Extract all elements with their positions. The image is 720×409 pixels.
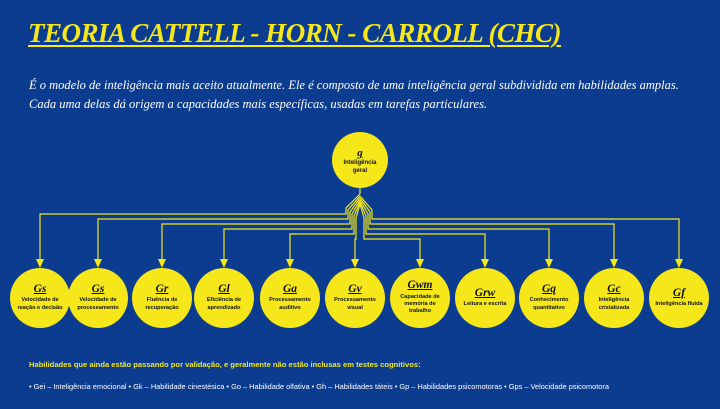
intro-paragraph: É o modelo de inteligência mais aceito atualmente. Ele é composto de uma inteligência geral subdividida em habilidades amplas. Cada uma delas dá origem a capacidades mais específicas, usadas em tarefas particulares. bbox=[29, 78, 679, 112]
node-ga-auditivo[interactable] bbox=[260, 268, 320, 328]
node-label: Inteligência fluida bbox=[655, 301, 703, 308]
node-gs-processamento[interactable] bbox=[68, 268, 128, 328]
node-letter: Gv bbox=[348, 282, 362, 295]
node-gs-reacao[interactable] bbox=[10, 268, 70, 328]
node-gv-visual[interactable] bbox=[325, 268, 385, 328]
node-letter: Gs bbox=[33, 282, 47, 295]
node-letter: Gr bbox=[155, 282, 169, 295]
node-label: Leitura e escrita bbox=[463, 301, 507, 308]
footer-abilities-list: • Gei – Inteligência emocional • Gk – Habilidade cinestésica • Go – Habilidade olfativa • Gh – Habilidades táteis • Gp – Habilidades psicomotoras • Gps – Velocidade psicomotora bbox=[29, 381, 609, 391]
node-grw-leitura-escrita[interactable] bbox=[455, 268, 515, 328]
node-letter: g bbox=[357, 146, 363, 159]
node-letter: Ga bbox=[282, 282, 298, 295]
node-gf-fluida[interactable] bbox=[649, 268, 709, 328]
page-title: TEORIA CATTELL - HORN - CARROLL (CHC) bbox=[28, 18, 562, 48]
node-label: Inteligência cristalizada bbox=[598, 297, 630, 311]
footer-title: Habilidades que ainda estão passando por validação, e geralmente não estão inclusas em testes cognitivos: bbox=[29, 360, 421, 369]
node-label: Velocidade de reação e decisão bbox=[17, 297, 63, 311]
node-label: Inteligência geral bbox=[343, 160, 377, 174]
node-letter: Gs bbox=[91, 282, 105, 295]
node-gl-aprendizado[interactable] bbox=[194, 268, 254, 328]
node-label: Velocidade de processamento bbox=[77, 297, 119, 311]
node-label: Eficiência de aprendizado bbox=[206, 297, 242, 311]
node-gr-recuperacao[interactable] bbox=[132, 268, 192, 328]
node-root-g[interactable] bbox=[332, 132, 388, 188]
footer-note bbox=[29, 360, 699, 392]
node-gwm-memoria-trabalho[interactable] bbox=[390, 268, 450, 328]
node-gc-cristalizada[interactable] bbox=[584, 268, 644, 328]
node-letter: Gq bbox=[541, 282, 557, 295]
node-letter: Gwm bbox=[407, 279, 433, 292]
chc-tree-diagram bbox=[0, 120, 720, 350]
node-label: Processamento visual bbox=[334, 297, 376, 311]
node-label: Conhecimento quantitativo bbox=[529, 297, 569, 311]
node-label: Capacidade de memória de trabalho bbox=[400, 293, 440, 315]
node-letter: Grw bbox=[474, 286, 496, 299]
node-label: Fluência de recuperação bbox=[145, 297, 179, 311]
node-gq-quantitativo[interactable] bbox=[519, 268, 579, 328]
node-letter: Gl bbox=[218, 282, 230, 295]
node-letter: Gf bbox=[672, 286, 686, 299]
node-letter: Gc bbox=[607, 282, 621, 295]
node-label: Processamento auditivo bbox=[269, 297, 311, 311]
